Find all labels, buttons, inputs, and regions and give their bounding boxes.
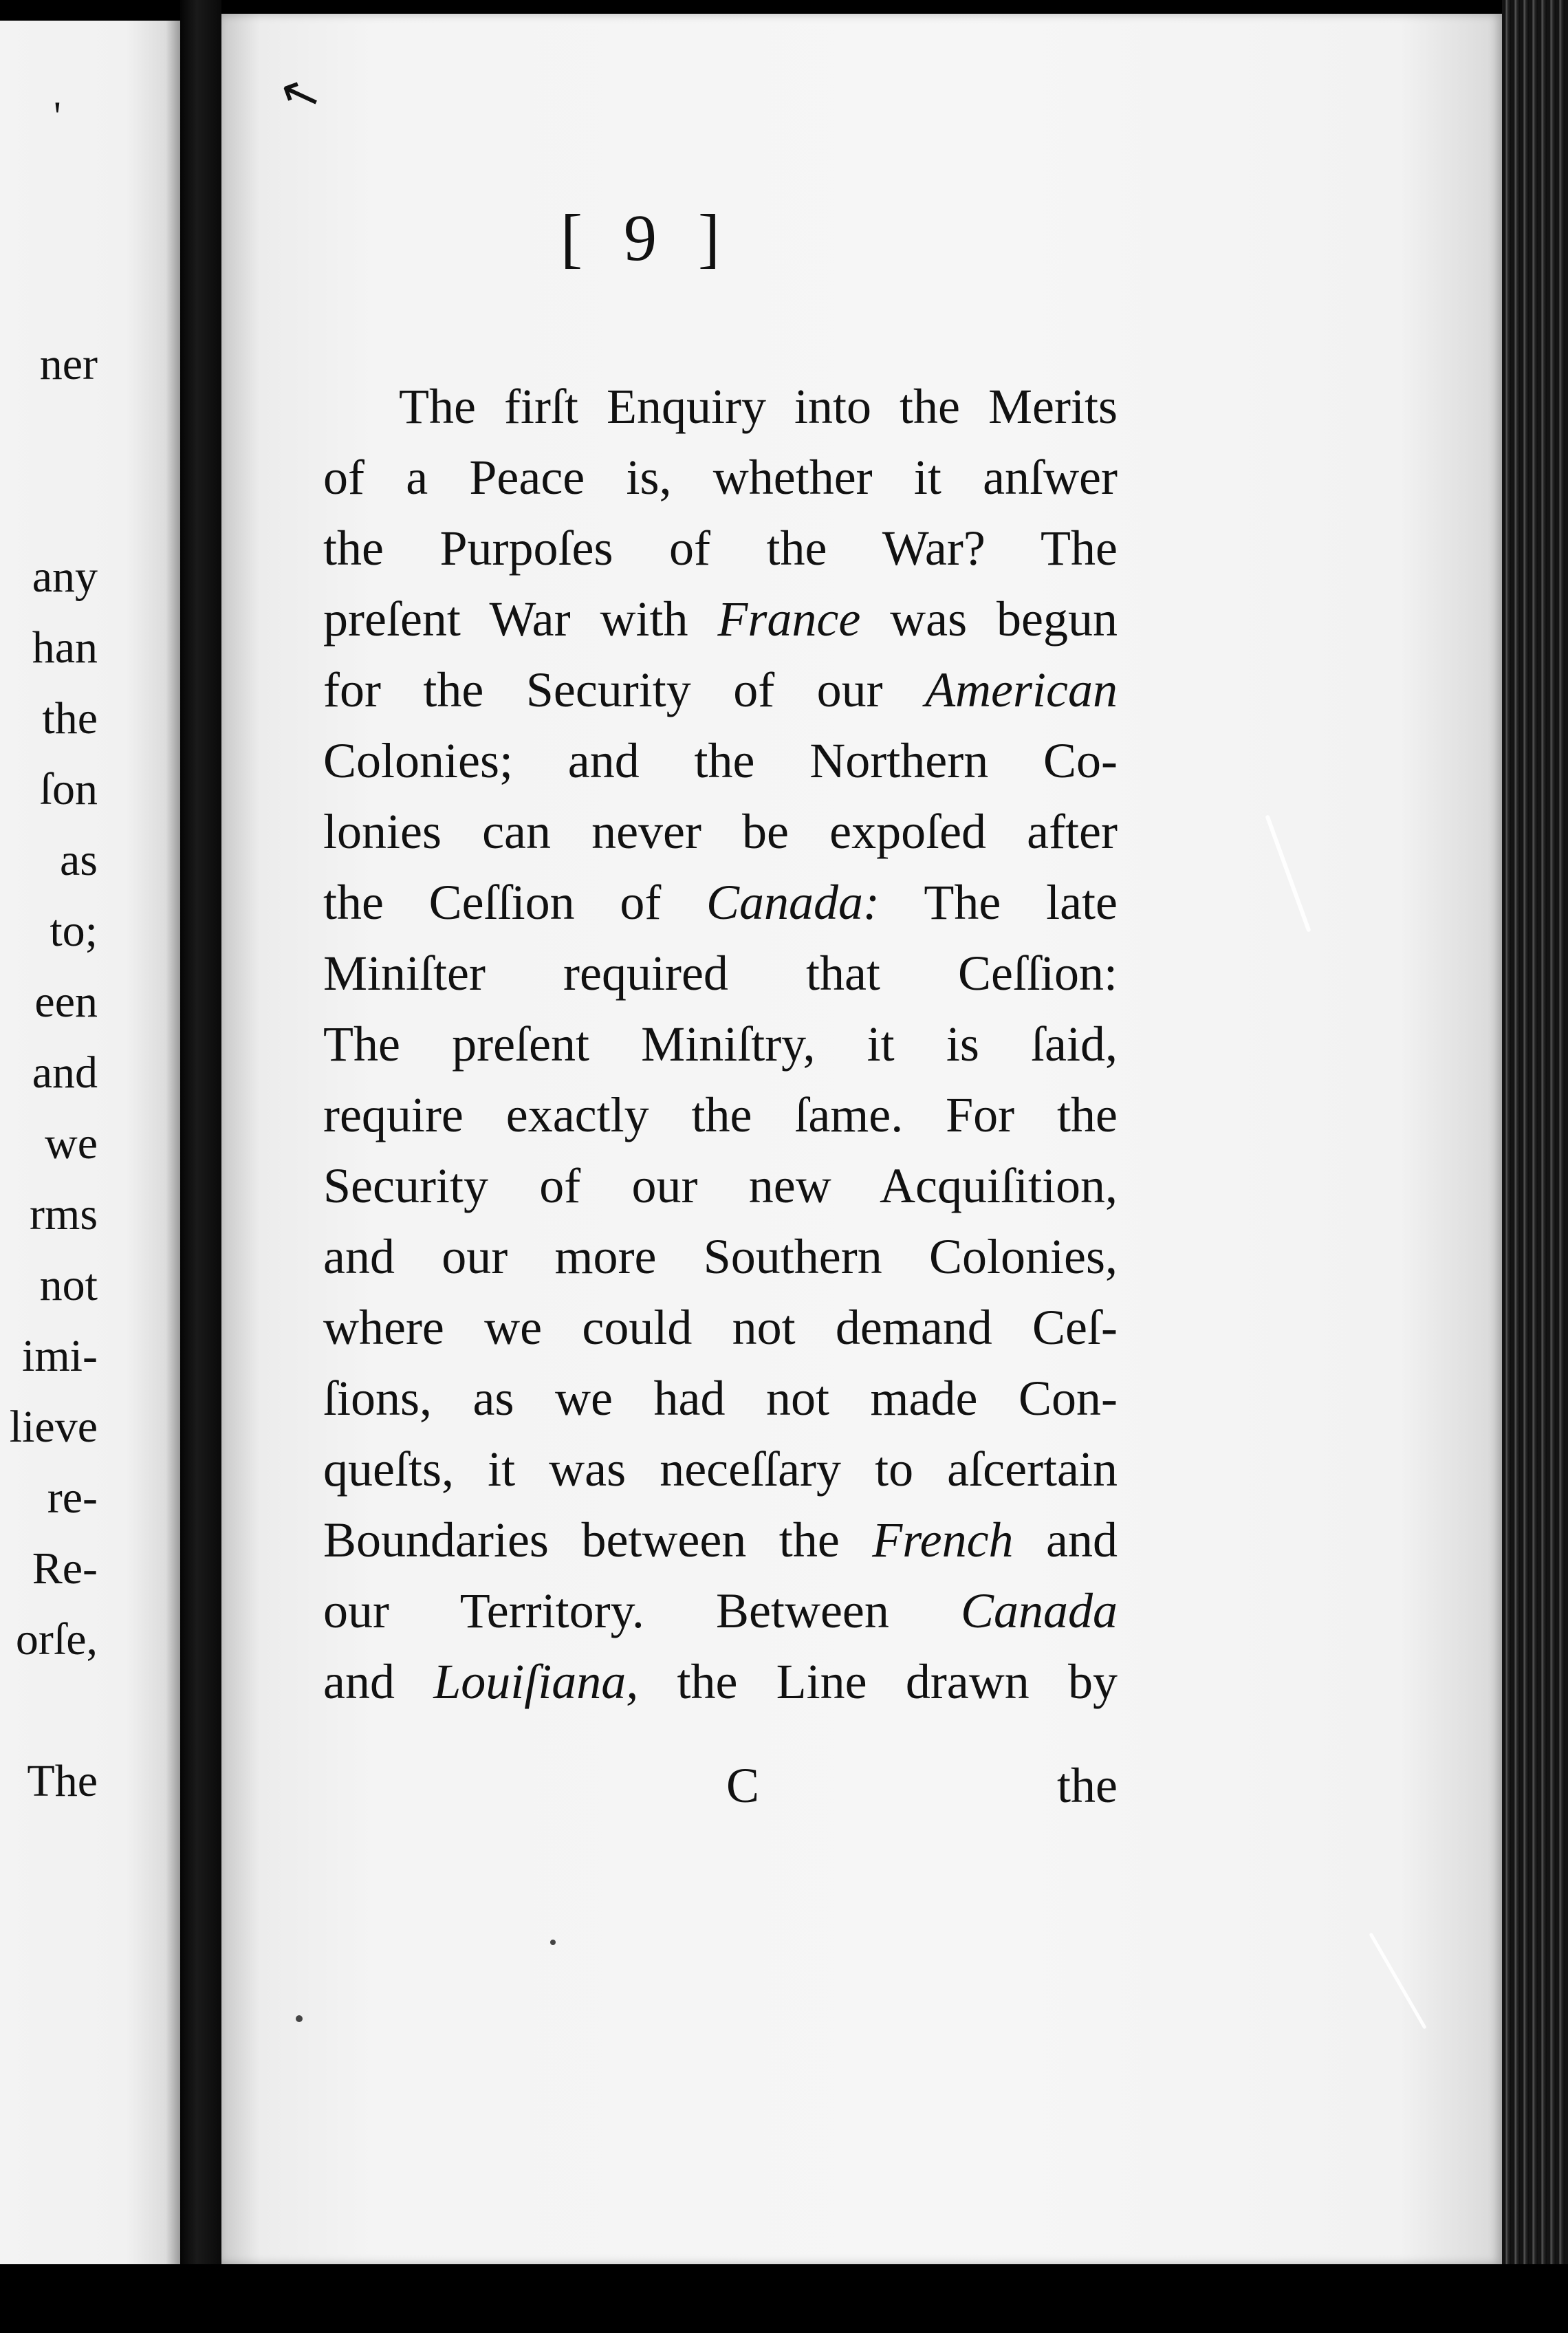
italic-text-segment: French	[872, 1512, 1014, 1567]
text-line	[323, 1292, 1118, 1363]
binding-gutter	[180, 0, 221, 2333]
scan-bottom-border	[0, 2264, 1568, 2333]
signature-mark: C	[726, 1758, 760, 1813]
text-segment: Security of our new Acquiſition,	[323, 1158, 1118, 1213]
text-segment: the Ceſſion of	[323, 875, 707, 930]
text-segment: The firſt Enquiry into the Merits	[399, 379, 1118, 434]
text-line	[323, 1505, 1118, 1576]
text-line	[323, 513, 1118, 584]
previous-page-fragment: we	[45, 1118, 98, 1169]
catchword: the	[1057, 1758, 1118, 1813]
text-segment: for the Security of our	[323, 662, 926, 717]
text-segment: where we could not demand Ceſ-	[323, 1300, 1118, 1355]
previous-page-fragment: ner	[39, 339, 98, 389]
previous-page-fragment: rms	[30, 1189, 98, 1239]
previous-page-fragment: The	[27, 1756, 98, 1806]
text-segment: and	[323, 1654, 434, 1709]
previous-page-fragment: Re-	[32, 1543, 98, 1594]
previous-page-fragment	[0, 470, 98, 541]
previous-page-fragment: han	[32, 622, 98, 673]
previous-page-fragment: ſon	[39, 764, 98, 814]
text-segment: require exactly the ſame. For the	[323, 1087, 1118, 1142]
text-line	[323, 1222, 1118, 1292]
text-line	[323, 371, 1118, 442]
previous-page-fragment: and	[32, 1048, 98, 1098]
previous-page-text-fragments	[0, 329, 180, 1816]
page-edges-stack	[1502, 0, 1568, 2333]
italic-text-segment: American	[925, 662, 1118, 717]
previous-page-fragment: as	[60, 835, 98, 885]
text-line	[323, 655, 1118, 726]
paper-speck	[296, 2015, 303, 2022]
text-segment: lonies can never be expoſed after	[323, 804, 1118, 859]
text-line	[323, 1434, 1118, 1505]
text-segment: Miniſter required that Ceſſion:	[323, 946, 1118, 1001]
text-line	[323, 1647, 1118, 1717]
text-segment: Boundaries between the	[323, 1512, 873, 1567]
text-line	[323, 1576, 1118, 1647]
text-line	[323, 1080, 1118, 1151]
text-segment: and our more Southern Colonies,	[323, 1229, 1118, 1284]
previous-page-fragment: imi-	[22, 1331, 98, 1381]
text-line	[323, 584, 1118, 655]
previous-page-fragment	[0, 400, 98, 470]
text-line	[323, 867, 1118, 938]
text-segment: preſent War with	[323, 592, 718, 647]
text-line	[323, 938, 1118, 1009]
catchline	[323, 1750, 1118, 1821]
previous-page-fragment	[0, 1675, 98, 1746]
text-segment: ſions, as we had not made Con-	[323, 1371, 1118, 1426]
text-segment: Colonies; and the Northern Co-	[323, 733, 1118, 788]
previous-page-strip	[0, 21, 180, 2264]
text-segment: was begun	[860, 592, 1118, 647]
previous-page-fragment: orſe,	[15, 1614, 98, 1664]
previous-page-fragment: the	[42, 693, 98, 744]
page-body-text	[323, 371, 1118, 1717]
italic-text-segment: France	[717, 592, 861, 647]
page-number: [ 9 ]	[560, 201, 732, 274]
text-line	[323, 1363, 1118, 1434]
previous-page-mark: '	[54, 94, 61, 139]
previous-page-fragment: not	[39, 1260, 98, 1310]
previous-page-fragment: lieve	[9, 1402, 98, 1452]
previous-page-fragment: re-	[47, 1473, 98, 1523]
corner-mark: ↖	[272, 63, 329, 127]
text-line	[323, 726, 1118, 796]
previous-page-fragment: to;	[50, 906, 98, 956]
text-line	[323, 796, 1118, 867]
text-segment: the Line drawn by	[638, 1654, 1118, 1709]
paper-speck	[550, 1940, 556, 1945]
text-line	[323, 1151, 1118, 1222]
italic-text-segment: Canada	[960, 1583, 1118, 1638]
previous-page-fragment: een	[34, 977, 98, 1027]
text-segment: The preſent Miniſtry, it is ſaid,	[323, 1017, 1118, 1072]
previous-page-fragment: any	[32, 552, 98, 602]
text-line	[323, 1009, 1118, 1080]
text-segment: The late	[880, 875, 1118, 930]
text-segment: and	[1013, 1512, 1118, 1567]
text-segment: queſts, it was neceſſary to aſcertain	[323, 1442, 1118, 1497]
text-segment: the Purpoſes of the War? The	[323, 521, 1118, 576]
italic-text-segment: Louiſiana,	[433, 1654, 639, 1709]
text-segment: of a Peace is, whether it anſwer	[323, 450, 1118, 505]
italic-text-segment: Canada:	[706, 875, 880, 930]
text-line	[323, 442, 1118, 513]
text-segment: our Territory. Between	[323, 1583, 961, 1638]
